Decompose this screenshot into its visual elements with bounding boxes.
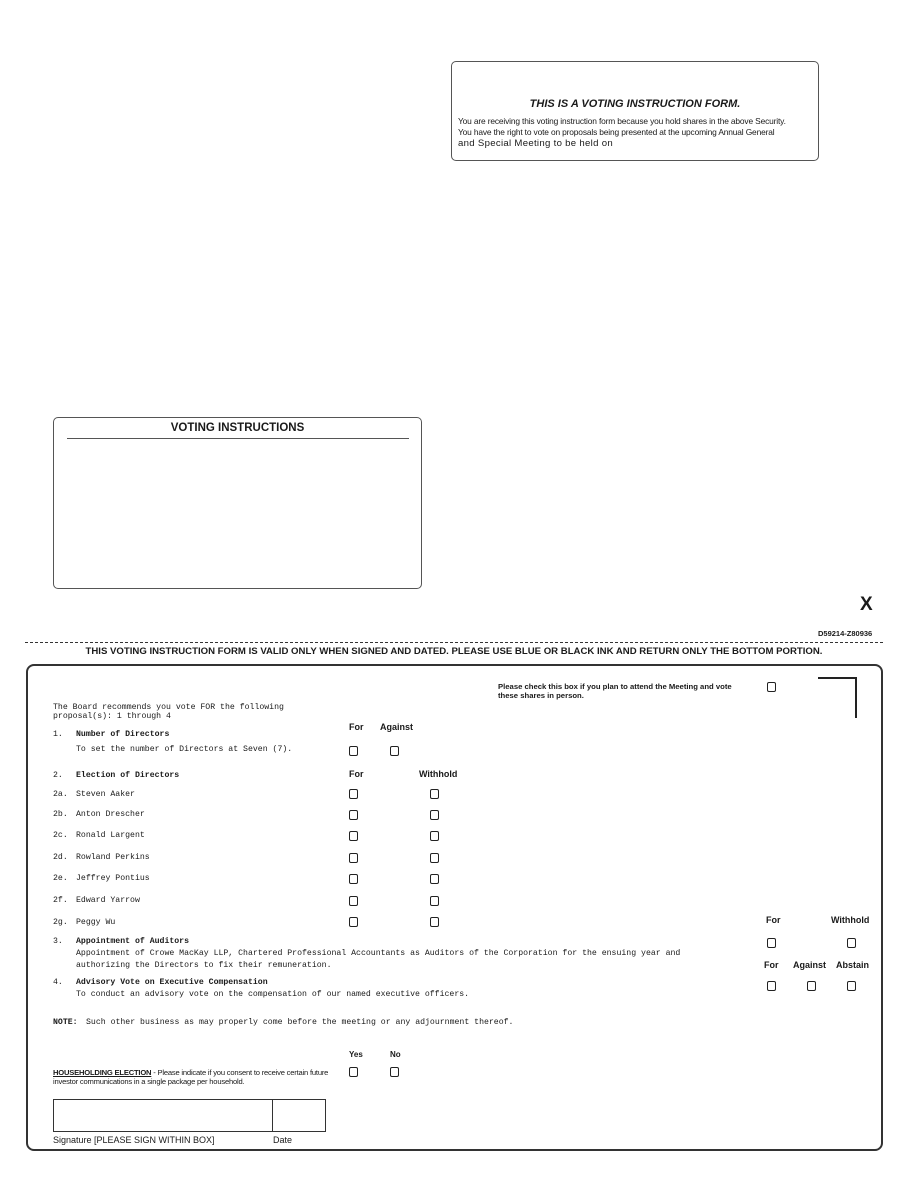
nominee-2b-for-checkbox[interactable] [349, 810, 358, 820]
p2-number: 2. [53, 771, 63, 780]
nominee-2e-withhold-checkbox[interactable] [430, 874, 439, 884]
signature-caption: Signature [PLEASE SIGN WITHIN BOX] [53, 1135, 215, 1145]
household-yes-checkbox[interactable] [349, 1067, 358, 1077]
p2-title: Election of Directors [76, 771, 180, 780]
p3-title: Appointment of Auditors [76, 937, 190, 946]
p4-against-header: Against [793, 960, 827, 970]
voting-instructions-box [53, 417, 422, 589]
note-label: NOTE: [53, 1018, 78, 1027]
p3-for-header: For [766, 915, 781, 925]
p4-abstain-header: Abstain [836, 960, 870, 970]
nominee-name: Rowland Perkins [76, 853, 150, 862]
householding-election-title: HOUSEHOLDING ELECTION [53, 1068, 152, 1077]
householding-election-description: - Please indicate if you consent to receive certain future investor communications in a single package per household. [53, 1068, 329, 1086]
attend-meeting-label: Please check this box if you plan to attend the Meeting and vote these shares in person. [498, 682, 732, 700]
nominee-name: Jeffrey Pontius [76, 874, 150, 883]
household-yes-header: Yes [349, 1050, 363, 1059]
notice-title: THIS IS A VOTING INSTRUCTION FORM. [529, 98, 741, 110]
x-mark: X [860, 594, 873, 615]
attend-meeting-checkbox[interactable] [767, 682, 776, 692]
corner-mark [818, 677, 857, 679]
p3-for-checkbox[interactable] [767, 938, 776, 948]
board-recommendation-line-2: proposal(s): 1 through 4 [53, 712, 171, 721]
p3-number: 3. [53, 937, 63, 946]
p2-withhold-header: Withhold [419, 769, 458, 779]
nominee-2b-withhold-checkbox[interactable] [430, 810, 439, 820]
nominee-2f-for-checkbox[interactable] [349, 896, 358, 906]
voting-instructions-divider [67, 438, 409, 439]
nominee-2d-withhold-checkbox[interactable] [430, 853, 439, 863]
p4-for-checkbox[interactable] [767, 981, 776, 991]
p4-abstain-checkbox[interactable] [847, 981, 856, 991]
nominee-2f-withhold-checkbox[interactable] [430, 896, 439, 906]
p1-for-checkbox[interactable] [349, 746, 358, 756]
nominee-number: 2a. [53, 790, 68, 799]
nominee-2a-withhold-checkbox[interactable] [430, 789, 439, 799]
nominee-number: 2b. [53, 810, 68, 819]
p1-against-checkbox[interactable] [390, 746, 399, 756]
nominee-2e-for-checkbox[interactable] [349, 874, 358, 884]
board-recommendation-line-1: The Board recommends you vote FOR the following [53, 703, 284, 712]
p3-description-line-2: authorizing the Directors to fix their remuneration. [76, 961, 332, 970]
p3-withhold-header: Withhold [831, 915, 870, 925]
household-no-checkbox[interactable] [390, 1067, 399, 1077]
notice-line-3: and Special Meeting to be held on [458, 138, 613, 149]
nominee-name: Anton Drescher [76, 810, 145, 819]
nominee-2c-for-checkbox[interactable] [349, 831, 358, 841]
tear-line [25, 642, 883, 643]
p1-number: 1. [53, 730, 63, 739]
validity-note: THIS VOTING INSTRUCTION FORM IS VALID ONLY WHEN SIGNED AND DATED. PLEASE USE BLUE OR BLACK INK AND RETURN ONLY THE BOTTOM PORTION. [85, 646, 823, 657]
nominee-number: 2g. [53, 918, 68, 927]
control-number: D59214-Z80936 [818, 629, 873, 638]
nominee-2a-for-checkbox[interactable] [349, 789, 358, 799]
p4-number: 4. [53, 978, 63, 987]
nominee-2d-for-checkbox[interactable] [349, 853, 358, 863]
p1-description: To set the number of Directors at Seven (7). [76, 745, 293, 754]
p1-against-header: Against [380, 722, 414, 732]
nominee-2g-withhold-checkbox[interactable] [430, 917, 439, 927]
date-caption: Date [273, 1135, 293, 1145]
nominee-number: 2d. [53, 853, 68, 862]
nominee-name: Steven Aaker [76, 790, 135, 799]
household-no-header: No [390, 1050, 401, 1059]
p4-for-header: For [764, 960, 779, 970]
nominee-name: Ronald Largent [76, 831, 145, 840]
nominee-2g-for-checkbox[interactable] [349, 917, 358, 927]
nominee-number: 2e. [53, 874, 68, 883]
nominee-2c-withhold-checkbox[interactable] [430, 831, 439, 841]
p1-title: Number of Directors [76, 730, 170, 739]
p2-for-header: For [349, 769, 364, 779]
nominee-name: Peggy Wu [76, 918, 116, 927]
corner-mark [855, 677, 857, 718]
nominee-number: 2f. [53, 896, 68, 905]
p4-title: Advisory Vote on Executive Compensation [76, 978, 268, 987]
p4-against-checkbox[interactable] [807, 981, 816, 991]
date-field[interactable] [273, 1100, 325, 1131]
nominee-number: 2c. [53, 831, 68, 840]
p3-withhold-checkbox[interactable] [847, 938, 856, 948]
voting-instructions-title: VOTING INSTRUCTIONS [170, 422, 305, 434]
householding-election-text [53, 1068, 338, 1086]
p4-description: To conduct an advisory vote on the compensation of our named executive officers. [76, 990, 470, 999]
notice-line-1: You are receiving this voting instruction form because you hold shares in the above Security. [458, 116, 786, 126]
notice-line-2: You have the right to vote on proposals being presented at the upcoming Annual General [458, 127, 775, 137]
nominee-name: Edward Yarrow [76, 896, 140, 905]
p3-description-line-1: Appointment of Crowe MacKay LLP, Chartered Professional Accountants as Auditors of the Corporation for the ensuing year and [76, 949, 681, 958]
p1-for-header: For [349, 722, 364, 732]
note-text: Such other business as may properly come before the meeting or any adjournment thereof. [86, 1018, 514, 1027]
